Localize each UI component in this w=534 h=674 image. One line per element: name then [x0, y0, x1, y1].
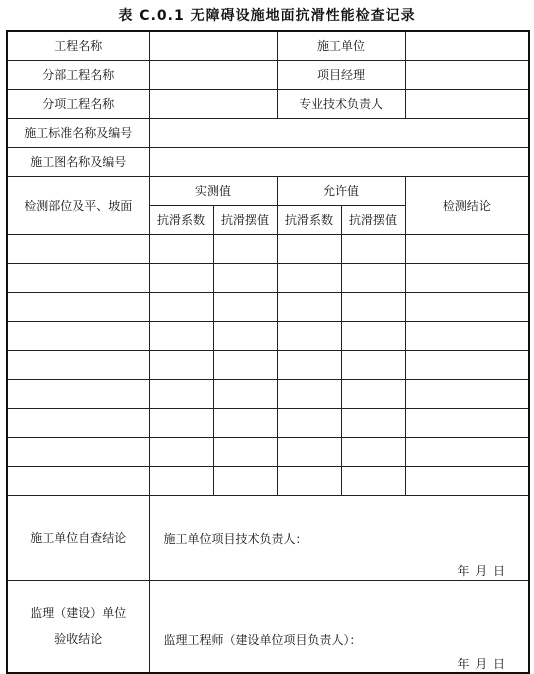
location-cell[interactable] [7, 321, 149, 350]
standard-label: 施工标准名称及编号 [7, 118, 149, 147]
supervisor-label-line2: 验收结论 [54, 632, 103, 647]
measured-coefficient-cell[interactable] [149, 466, 213, 495]
drawing-value[interactable] [149, 147, 529, 176]
measured-pendulum-cell[interactable] [213, 350, 277, 379]
supervisor-signature-label: 监理工程师（建设单位项目负责人）： [163, 632, 362, 647]
measurement-row [7, 466, 529, 495]
measured-header: 实测值 [149, 176, 277, 205]
measurement-row [7, 321, 529, 350]
item-name-value[interactable] [149, 89, 277, 118]
conclusion-cell[interactable] [405, 379, 529, 408]
inspection-form-table [6, 30, 530, 674]
contractor-signature-cell[interactable] [149, 495, 529, 580]
location-cell[interactable] [7, 292, 149, 321]
supervisor-label [7, 580, 149, 673]
conclusion-cell[interactable] [405, 466, 529, 495]
contractor-row [7, 495, 529, 580]
location-cell[interactable] [7, 379, 149, 408]
data-rows [7, 234, 529, 495]
location-cell[interactable] [7, 234, 149, 263]
standard-row [7, 118, 529, 147]
measured-pendulum-cell[interactable] [213, 263, 277, 292]
location-cell[interactable] [7, 437, 149, 466]
measured-pendulum-cell[interactable] [213, 379, 277, 408]
supervisor-label-line1: 监理（建设）单位 [30, 606, 127, 621]
conclusion-cell[interactable] [405, 350, 529, 379]
measured-coefficient-cell[interactable] [149, 234, 213, 263]
measurement-row [7, 350, 529, 379]
measured-pendulum-header: 抗滑摆值 [213, 205, 277, 234]
project-manager-value[interactable] [405, 60, 529, 89]
allowed-coefficient-cell[interactable] [277, 292, 341, 321]
location-cell[interactable] [7, 350, 149, 379]
contractor-signature-label: 施工单位项目技术负责人： [163, 531, 308, 546]
location-header: 检测部位及平、坡面 [7, 176, 149, 234]
measured-coefficient-cell[interactable] [149, 292, 213, 321]
project-manager-label: 项目经理 [277, 60, 405, 89]
measured-pendulum-cell[interactable] [213, 321, 277, 350]
info-row-project [7, 31, 529, 60]
measurement-row [7, 292, 529, 321]
contractor-date: 年 月 日 [457, 563, 507, 578]
measurement-row [7, 437, 529, 466]
measurement-row [7, 408, 529, 437]
measured-pendulum-cell[interactable] [213, 437, 277, 466]
measured-pendulum-cell[interactable] [213, 292, 277, 321]
measured-coefficient-cell[interactable] [149, 379, 213, 408]
construction-unit-value[interactable] [405, 31, 529, 60]
technical-lead-label: 专业技术负责人 [277, 89, 405, 118]
allowed-pendulum-header: 抗滑摆值 [341, 205, 405, 234]
supervisor-signature-cell[interactable] [149, 580, 529, 673]
supervisor-row [7, 580, 529, 673]
info-row-subsection [7, 60, 529, 89]
measured-coefficient-cell[interactable] [149, 350, 213, 379]
allowed-coefficient-cell[interactable] [277, 263, 341, 292]
project-name-value[interactable] [149, 31, 277, 60]
standard-value[interactable] [149, 118, 529, 147]
conclusion-cell[interactable] [405, 437, 529, 466]
allowed-pendulum-cell[interactable] [341, 350, 405, 379]
subsection-name-label: 分部工程名称 [7, 60, 149, 89]
project-name-label: 工程名称 [7, 31, 149, 60]
drawing-label: 施工图名称及编号 [7, 147, 149, 176]
conclusion-cell[interactable] [405, 292, 529, 321]
allowed-pendulum-cell[interactable] [341, 437, 405, 466]
contractor-label: 施工单位自查结论 [7, 495, 149, 580]
conclusion-cell[interactable] [405, 408, 529, 437]
form-title: 表 C.0.1 无障碍设施地面抗滑性能检查记录 [118, 8, 416, 24]
allowed-coefficient-cell[interactable] [277, 321, 341, 350]
subsection-name-value[interactable] [149, 60, 277, 89]
conclusion-header: 检测结论 [405, 176, 529, 234]
drawing-row [7, 147, 529, 176]
location-cell[interactable] [7, 466, 149, 495]
allowed-header: 允许值 [277, 176, 405, 205]
conclusion-cell[interactable] [405, 321, 529, 350]
allowed-coefficient-cell[interactable] [277, 350, 341, 379]
item-name-label: 分项工程名称 [7, 89, 149, 118]
supervisor-date: 年 月 日 [457, 656, 507, 671]
measured-coefficient-header: 抗滑系数 [149, 205, 213, 234]
allowed-pendulum-cell[interactable] [341, 321, 405, 350]
allowed-pendulum-cell[interactable] [341, 379, 405, 408]
measurement-row [7, 263, 529, 292]
measured-pendulum-cell[interactable] [213, 408, 277, 437]
conclusion-cell[interactable] [405, 234, 529, 263]
measurement-row [7, 379, 529, 408]
allowed-pendulum-cell[interactable] [341, 466, 405, 495]
measured-coefficient-cell[interactable] [149, 408, 213, 437]
location-cell[interactable] [7, 263, 149, 292]
measured-coefficient-cell[interactable] [149, 263, 213, 292]
location-cell[interactable] [7, 408, 149, 437]
conclusion-cell[interactable] [405, 263, 529, 292]
allowed-pendulum-cell[interactable] [341, 408, 405, 437]
measured-pendulum-cell[interactable] [213, 234, 277, 263]
info-row-item [7, 89, 529, 118]
allowed-coefficient-cell[interactable] [277, 234, 341, 263]
allowed-coefficient-cell[interactable] [277, 408, 341, 437]
allowed-pendulum-cell[interactable] [341, 263, 405, 292]
measured-coefficient-cell[interactable] [149, 437, 213, 466]
construction-unit-label: 施工单位 [277, 31, 405, 60]
allowed-coefficient-cell[interactable] [277, 379, 341, 408]
measurement-row [7, 234, 529, 263]
allowed-coefficient-header: 抗滑系数 [277, 205, 341, 234]
allowed-coefficient-cell[interactable] [277, 437, 341, 466]
allowed-pendulum-cell[interactable] [341, 234, 405, 263]
allowed-coefficient-cell[interactable] [277, 466, 341, 495]
measured-pendulum-cell[interactable] [213, 466, 277, 495]
technical-lead-value[interactable] [405, 89, 529, 118]
measured-coefficient-cell[interactable] [149, 321, 213, 350]
header-row [7, 176, 529, 205]
allowed-pendulum-cell[interactable] [341, 292, 405, 321]
